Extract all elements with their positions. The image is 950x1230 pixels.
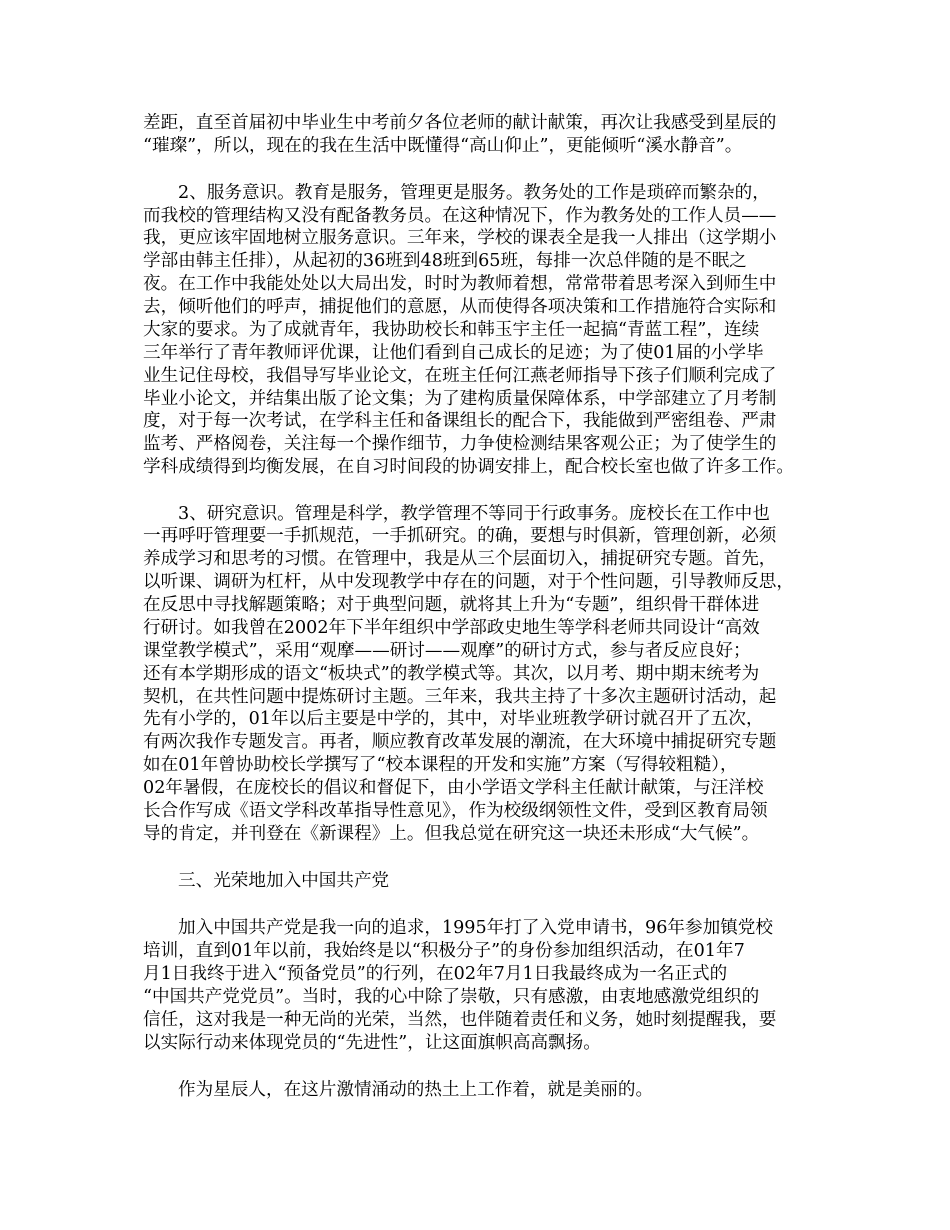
- text-line: 大家的要求。为了成就青年，我协助校长和韩玉宇主任一起搞“青蓝工程”，连续: [143, 320, 760, 340]
- text-line: 培训，直到01年以前，我始终是以“积极分子”的身份参加组织活动，在01年7: [143, 941, 745, 961]
- text-line: 加入中国共产党是我一向的追求，1995年打了入党申请书，96年参加镇党校: [178, 918, 773, 938]
- text-line: 2、服务意识。教育是服务，管理更是服务。教务处的工作是琐碎而繁杂的，: [178, 183, 770, 203]
- text-line: 课堂教学模式”，采用“观摩——研讨——观摩”的研讨方式，参与者反应良好；: [143, 641, 751, 661]
- text-line: 如在01年曾协助校长学撰写了“校本课程的开发和实施”方案（写得较粗糙），: [143, 755, 738, 775]
- text-line: 去，倾听他们的呼声，捕捉他们的意愿，从而使得各项决策和工作措施符合实际和: [143, 297, 777, 317]
- text-line: 我，更应该牢固地树立服务意识。三年来，学校的课表全是我一人排出（这学期小: [143, 228, 777, 248]
- text-line: 在反思中寻找解题策略；对于典型问题，就将其上升为“专题”，组织骨干群体进: [143, 595, 760, 615]
- text-line: 三年举行了青年教师评优课，让他们看到自己成长的足迹；为了使01届的小学毕: [143, 343, 764, 363]
- text-line: 以实际行动来体现党员的“先进性”，让这面旗帜高高飘扬。: [143, 1033, 601, 1053]
- text-line: 学部由韩主任排），从起初的36班到48班到65班，每排一次总伴随的是不眠之: [143, 251, 747, 271]
- text-line: 3、研究意识。管理是科学，教学管理不等同于行政事务。庞校长在工作中也: [178, 504, 770, 524]
- text-line: 行研讨。如我曾在2002年下半年组织中学部政史地生等学科老师共同设计“高效: [143, 618, 760, 638]
- text-line: “璀璨”，所以，现在的我在生活中既懂得“高山仰止”，更能倾听“溪水静音”。: [143, 136, 743, 156]
- text-line: 监考、严格阅卷，关注每一个操作细节，力争使检测结果客观公正；为了使学生的: [143, 434, 777, 454]
- text-line: 养成学习和思考的习惯。在管理中，我是从三个层面切入，捕捉研究专题。首先，: [143, 549, 777, 569]
- section-heading: 三、光荣地加入中国共产党: [178, 871, 390, 891]
- text-line: 以听课、调研为杠杆，从中发现教学中存在的问题，对于个性问题，引导教师反思，: [143, 572, 794, 592]
- text-line: 学科成绩得到均衡发展，在自习时间段的协调安排上，配合校长室也做了许多工作。: [143, 457, 794, 477]
- text-line: 一再呼吁管理要一手抓规范，一手抓研究。的确，要想与时俱新，管理创新，必须: [143, 526, 777, 546]
- text-line: 长合作写成《语文学科改革指导性意见》，作为校级纲领性文件，受到区教育局领: [143, 801, 768, 821]
- closing-line: 作为星辰人，在这片激情涌动的热土上工作着，就是美丽的。: [178, 1080, 654, 1100]
- text-line: 信任，这对我是一种无尚的光荣，当然，也伴随着责任和义务，她时刻提醒我，要: [143, 1010, 777, 1030]
- text-line: 有两次我作专题发言。再者，顺应教育改革发展的潮流，在大环境中捕捉研究专题: [143, 732, 777, 752]
- text-line: 差距，直至首届初中毕业生中考前夕各位老师的献计献策，再次让我感受到星辰的: [143, 113, 777, 133]
- text-line: 先有小学的，01年以后主要是中学的，其中，对毕业班教学研讨就召开了五次，: [143, 709, 764, 729]
- text-line: 毕业小论文，并结集出版了论文集；为了建构质量保障体系，中学部建立了月考制: [143, 389, 777, 409]
- text-line: 夜。在工作中我能处处以大局出发，时时为教师着想，常常带着思考深入到师生中: [143, 274, 777, 294]
- text-line: 02年暑假，在庞校长的倡议和督促下，由小学语文学科主任献计献策，与汪洋校: [143, 778, 764, 798]
- text-line: 导的肯定，并刊登在《新课程》上。但我总觉在研究这一块还未形成“大气候”。: [143, 824, 760, 844]
- text-line: 业生记住母校，我倡导写毕业论文，在班主任何江燕老师指导下孩子们顺利完成了: [143, 366, 777, 386]
- text-line: 而我校的管理结构又没有配备教务员。在这种情况下，作为教务处的工作人员——: [143, 206, 777, 226]
- text-line: “中国共产党党员”。当时，我的心中除了崇敬，只有感激，由衷地感激党组织的: [143, 987, 760, 1007]
- text-line: 度，对于每一次考试，在学科主任和备课组长的配合下，我能做到严密组卷、严肃: [143, 411, 777, 431]
- text-line: 还有本学期形成的语文“板块式”的教学模式等。其次，以月考、期中期末统考为: [143, 664, 760, 684]
- text-line: 契机，在共性问题中提炼研讨主题。三年来，我共主持了十多次主题研讨活动，起: [143, 687, 777, 707]
- text-line: 月1日我终于进入“预备党员”的行列，在02年7月1日我最终成为一名正式的: [143, 964, 728, 984]
